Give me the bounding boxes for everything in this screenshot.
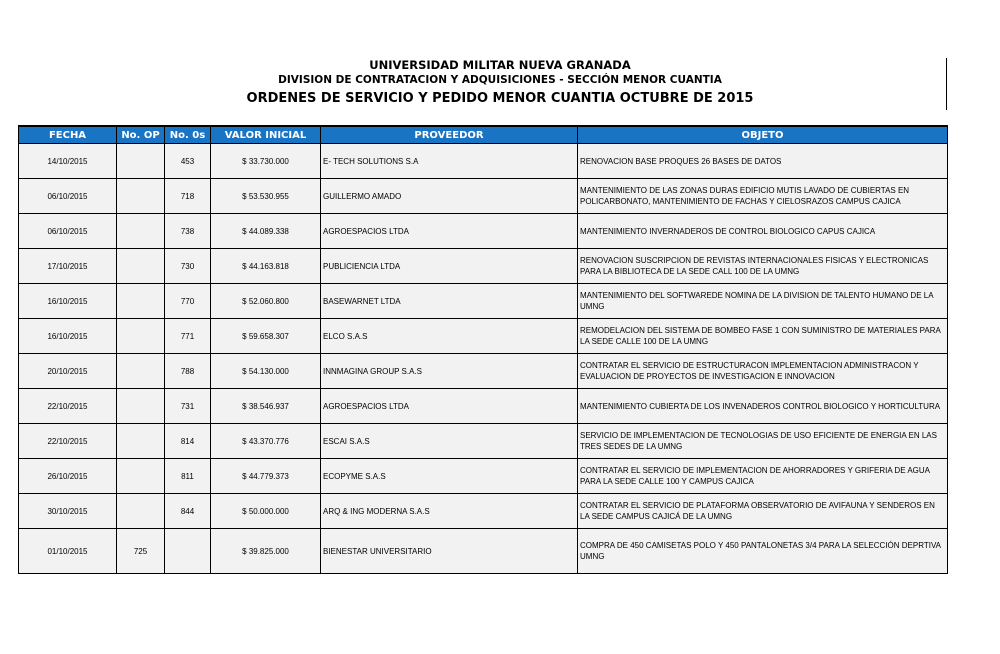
cell-fecha: 22/10/2015 xyxy=(19,424,117,459)
cell-fecha: 17/10/2015 xyxy=(19,249,117,284)
column-header-no-os: No. 0s xyxy=(165,126,211,144)
cell-proveedor: ECOPYME S.A.S xyxy=(321,459,578,494)
cell-no-op xyxy=(117,179,165,214)
cell-no-os: 770 xyxy=(165,284,211,319)
table-row xyxy=(19,529,948,574)
cell-valor: $ 43.370.776 xyxy=(211,424,321,459)
cell-proveedor: E- TECH SOLUTIONS S.A xyxy=(321,144,578,179)
cell-objeto: MANTENIMIENTO DEL SOFTWAREDE NOMINA DE LA DIVISION DE TALENTO HUMANO DE LA UMNG xyxy=(578,284,948,319)
table-row xyxy=(19,284,948,319)
division-name: DIVISION DE CONTRATACION Y ADQUISICIONES - SECCIÓN MENOR CUANTIA xyxy=(278,74,722,86)
cell-no-op xyxy=(117,319,165,354)
cell-fecha: 30/10/2015 xyxy=(19,494,117,529)
table-row xyxy=(19,459,948,494)
table-row xyxy=(19,144,948,179)
cell-no-op xyxy=(117,214,165,249)
column-header-fecha: FECHA xyxy=(19,126,117,144)
margin-divider xyxy=(946,58,947,110)
cell-no-os: 771 xyxy=(165,319,211,354)
table-row xyxy=(19,319,948,354)
cell-fecha: 14/10/2015 xyxy=(19,144,117,179)
cell-no-op xyxy=(117,494,165,529)
cell-no-os: 788 xyxy=(165,354,211,389)
cell-valor: $ 44.163.818 xyxy=(211,249,321,284)
cell-proveedor: AGROESPACIOS LTDA xyxy=(321,214,578,249)
cell-no-os: 738 xyxy=(165,214,211,249)
cell-objeto: RENOVACION SUSCRIPCION DE REVISTAS INTERNACIONALES FISICAS Y ELECTRONICAS PARA LA BIBLIOTECA DE LA SEDE CALL 100 DE LA UMNG xyxy=(578,249,948,284)
cell-proveedor: ELCO S.A.S xyxy=(321,319,578,354)
table-row xyxy=(19,389,948,424)
cell-objeto: MANTENIMIENTO DE LAS ZONAS DURAS EDIFICIO MUTIS LAVADO DE CUBIERTAS EN POLICARBONATO, MANTENIMIENTO DE FACHAS Y CIELOSRAZOS CAMPUS CAJICA xyxy=(578,179,948,214)
cell-proveedor: BIENESTAR UNIVERSITARIO xyxy=(321,529,578,574)
cell-no-op xyxy=(117,284,165,319)
table-row xyxy=(19,179,948,214)
cell-fecha: 26/10/2015 xyxy=(19,459,117,494)
column-header-valor-inicial: VALOR INICIAL xyxy=(211,126,321,144)
cell-valor: $ 54.130.000 xyxy=(211,354,321,389)
cell-no-op xyxy=(117,424,165,459)
cell-objeto: CONTRATAR EL SERVICIO DE IMPLEMENTACION DE AHORRADORES Y GRIFERIA DE AGUA PARA LA SEDE CALLE 100 Y CAMPUS CAJICA xyxy=(578,459,948,494)
cell-valor: $ 44.779.373 xyxy=(211,459,321,494)
cell-proveedor: ESCAI S.A.S xyxy=(321,424,578,459)
cell-objeto: CONTRATAR EL SERVICIO DE PLATAFORMA OBSERVATORIO DE AVIFAUNA Y SENDEROS EN LA SEDE CAMPUS CAJICÁ DE LA UMNG xyxy=(578,494,948,529)
table-row xyxy=(19,214,948,249)
column-header-proveedor: PROVEEDOR xyxy=(321,126,578,144)
cell-no-os: 730 xyxy=(165,249,211,284)
column-header-objeto: OBJETO xyxy=(578,126,948,144)
cell-valor: $ 39.825.000 xyxy=(211,529,321,574)
table-row xyxy=(19,249,948,284)
cell-valor: $ 59.658.307 xyxy=(211,319,321,354)
cell-no-os: 814 xyxy=(165,424,211,459)
cell-fecha: 22/10/2015 xyxy=(19,389,117,424)
cell-fecha: 06/10/2015 xyxy=(19,179,117,214)
cell-no-os: 731 xyxy=(165,389,211,424)
cell-no-os: 453 xyxy=(165,144,211,179)
cell-no-os xyxy=(165,529,211,574)
cell-proveedor: PUBLICIENCIA LTDA xyxy=(321,249,578,284)
cell-no-op xyxy=(117,389,165,424)
table-row xyxy=(19,494,948,529)
cell-objeto: COMPRA DE 450 CAMISETAS POLO Y 450 PANTALONETAS 3/4 PARA LA SELECCIÓN DEPRTIVA UMNG xyxy=(578,529,948,574)
cell-no-os: 718 xyxy=(165,179,211,214)
cell-valor: $ 52.060.800 xyxy=(211,284,321,319)
cell-fecha: 16/10/2015 xyxy=(19,284,117,319)
table-row xyxy=(19,424,948,459)
cell-fecha: 16/10/2015 xyxy=(19,319,117,354)
cell-objeto: RENOVACION BASE PROQUES 26 BASES DE DATOS xyxy=(578,144,948,179)
cell-objeto: SERVICIO DE IMPLEMENTACION DE TECNOLOGIAS DE USO EFICIENTE DE ENERGIA EN LAS TRES SEDES DE LA UMNG xyxy=(578,424,948,459)
cell-no-op xyxy=(117,249,165,284)
cell-no-op xyxy=(117,144,165,179)
cell-no-os: 811 xyxy=(165,459,211,494)
cell-proveedor: BASEWARNET LTDA xyxy=(321,284,578,319)
cell-no-op: 725 xyxy=(117,529,165,574)
cell-fecha: 20/10/2015 xyxy=(19,354,117,389)
cell-valor: $ 50.000.000 xyxy=(211,494,321,529)
document-title: ORDENES DE SERVICIO Y PEDIDO MENOR CUANTIA OCTUBRE DE 2015 xyxy=(246,91,754,106)
cell-proveedor: AGROESPACIOS LTDA xyxy=(321,389,578,424)
document-header xyxy=(0,58,1000,108)
cell-no-op xyxy=(117,459,165,494)
cell-objeto: MANTENIMIENTO INVERNADEROS DE CONTROL BIOLOGICO CAPUS CAJICA xyxy=(578,214,948,249)
cell-objeto: MANTENIMIENTO CUBIERTA DE LOS INVENADEROS CONTROL BIOLOGICO Y HORTICULTURA xyxy=(578,389,948,424)
cell-proveedor: ARQ & ING MODERNA S.A.S xyxy=(321,494,578,529)
table-header-row xyxy=(19,126,948,144)
university-name: UNIVERSIDAD MILITAR NUEVA GRANADA xyxy=(369,58,631,72)
cell-objeto: REMODELACION DEL SISTEMA DE BOMBEO FASE 1 CON SUMINISTRO DE MATERIALES PARA LA SEDE CALLE 100 DE LA UMNG xyxy=(578,319,948,354)
cell-valor: $ 44.089.338 xyxy=(211,214,321,249)
cell-no-os: 844 xyxy=(165,494,211,529)
cell-proveedor: INNMAGINA GROUP S.A.S xyxy=(321,354,578,389)
cell-valor: $ 38.546.937 xyxy=(211,389,321,424)
cell-valor: $ 33.730.000 xyxy=(211,144,321,179)
cell-objeto: CONTRATAR EL SERVICIO DE ESTRUCTURACON IMPLEMENTACION ADMINISTRACON Y EVALUACION DE PROYECTOS DE INVESTIGACION E INNOVACION xyxy=(578,354,948,389)
table-row xyxy=(19,354,948,389)
column-header-no-op: No. OP xyxy=(117,126,165,144)
cell-fecha: 01/10/2015 xyxy=(19,529,117,574)
cell-valor: $ 53.530.955 xyxy=(211,179,321,214)
orders-table xyxy=(18,125,948,574)
cell-no-op xyxy=(117,354,165,389)
cell-fecha: 06/10/2015 xyxy=(19,214,117,249)
cell-proveedor: GUILLERMO AMADO xyxy=(321,179,578,214)
